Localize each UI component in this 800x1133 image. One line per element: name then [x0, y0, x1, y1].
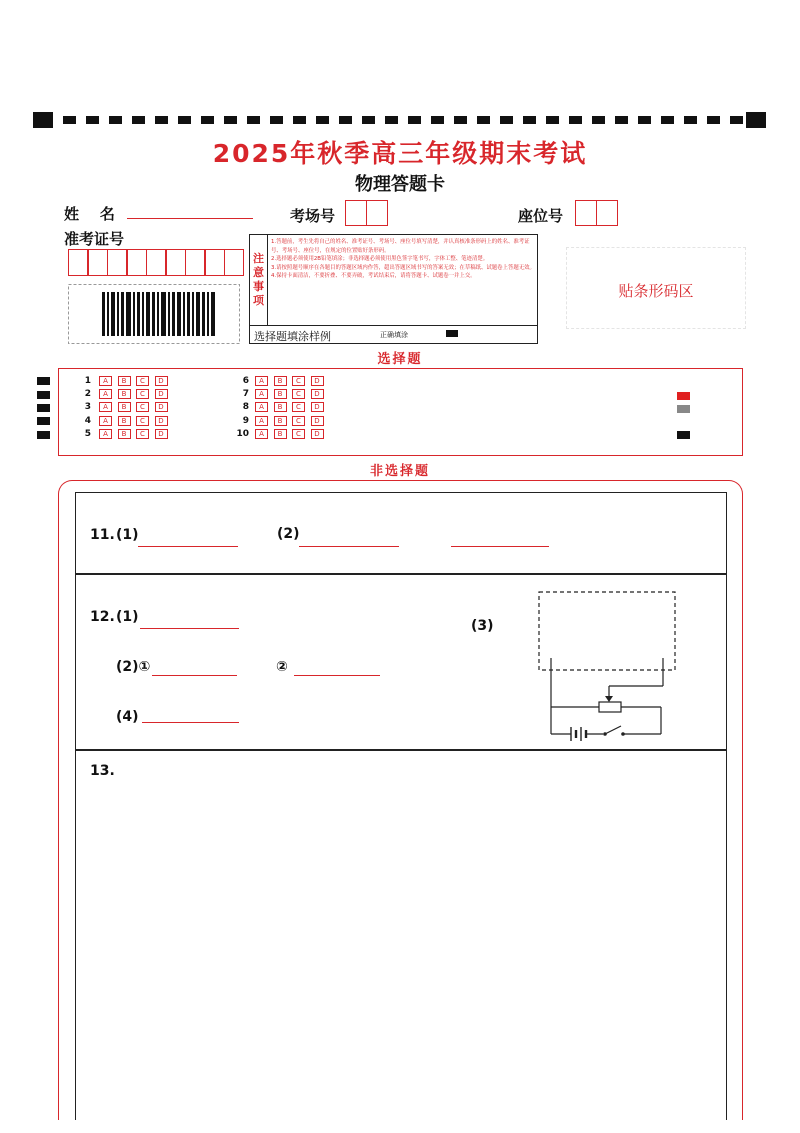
barcode-bar	[126, 292, 131, 336]
barcode-bar	[168, 292, 170, 336]
timing-dash	[132, 116, 145, 124]
barcode-paste-area	[566, 247, 746, 329]
barcode-bar	[102, 292, 105, 336]
timing-dash	[109, 116, 122, 124]
exam-room-box-1[interactable]	[345, 200, 367, 226]
option-bubble-c[interactable]: C	[136, 376, 149, 386]
barcode-bar	[137, 292, 140, 336]
ticket-digit-box[interactable]	[224, 249, 244, 276]
option-bubble-d[interactable]: D	[155, 416, 168, 426]
question-number: 3	[84, 402, 91, 413]
timing-dash	[569, 116, 582, 124]
option-bubble-b[interactable]: B	[118, 402, 131, 412]
question-number: 1	[84, 376, 91, 386]
seat-label: 座位号	[518, 207, 564, 225]
q11-number: 11.	[90, 527, 115, 543]
q11-part1-answer-line[interactable]	[138, 546, 238, 547]
q12-part3-label: (3)	[471, 618, 494, 634]
option-bubble-b[interactable]: B	[274, 376, 287, 386]
option-bubble-c[interactable]: C	[136, 402, 149, 412]
question-number: 8	[242, 402, 249, 413]
color-mark-red	[677, 392, 690, 400]
option-bubble-a[interactable]: A	[255, 389, 268, 399]
seat-box-1[interactable]	[575, 200, 597, 226]
question-divider	[75, 573, 727, 575]
timing-dash	[270, 116, 283, 124]
question-number: 5	[84, 428, 91, 439]
barcode-sample	[68, 284, 240, 344]
timing-dash	[477, 116, 490, 124]
q12-part2b-label: ②	[276, 659, 288, 675]
choice-section-title: 选择题	[377, 352, 423, 367]
option-bubble-d[interactable]: D	[311, 402, 324, 412]
notice-side-label	[250, 235, 268, 325]
option-bubble-a[interactable]: A	[99, 389, 112, 399]
barcode-bar	[183, 292, 185, 336]
barcode-bar	[207, 292, 209, 336]
timing-dash	[155, 116, 168, 124]
timing-mark-strip	[33, 112, 766, 128]
fill-sample-row	[250, 325, 537, 343]
timing-dash	[523, 116, 536, 124]
option-bubble-c[interactable]: C	[292, 389, 305, 399]
option-bubble-b[interactable]: B	[274, 416, 287, 426]
seat-box-2[interactable]	[596, 200, 618, 226]
option-bubble-b[interactable]: B	[274, 389, 287, 399]
ticket-digit-box[interactable]	[205, 249, 225, 276]
timing-dash	[730, 116, 743, 124]
option-bubble-b[interactable]: B	[118, 376, 131, 386]
correct-fill-mark	[446, 330, 458, 337]
barcode-bar	[152, 292, 155, 336]
timing-mark	[37, 391, 50, 399]
barcode-bar	[161, 292, 166, 336]
option-bubble-c[interactable]: C	[292, 402, 305, 412]
circuit-drawing-box	[539, 592, 675, 670]
card-subtitle: 物理答题卡	[355, 174, 445, 195]
question-number: 6	[242, 376, 249, 386]
ticket-digit-box[interactable]	[127, 249, 147, 276]
q12-part2a-answer-line[interactable]	[152, 675, 237, 676]
question-number: 9	[242, 415, 249, 426]
timing-dash	[86, 116, 99, 124]
option-bubble-d[interactable]: D	[155, 376, 168, 386]
barcode-bar	[121, 292, 124, 336]
timing-dash	[500, 116, 513, 124]
name-field[interactable]	[127, 218, 253, 219]
barcode-bar	[107, 292, 109, 336]
circuit-diagram	[535, 588, 680, 744]
choice-answer-box	[58, 368, 743, 456]
ticket-label: 准考证号	[64, 230, 125, 248]
q12-part1-label: (1)	[116, 609, 139, 625]
ticket-digit-box[interactable]	[107, 249, 127, 276]
timing-dash	[247, 116, 260, 124]
ticket-digit-box[interactable]	[146, 249, 166, 276]
question-number: 4	[84, 415, 91, 426]
notice-box	[249, 234, 538, 344]
option-bubble-b[interactable]: B	[118, 389, 131, 399]
timing-mark	[37, 431, 50, 439]
q12-number: 12.	[90, 609, 115, 625]
barcode-bar	[177, 292, 181, 336]
q11-part1-label: (1)	[116, 527, 139, 543]
question-divider	[75, 749, 727, 751]
timing-dash	[546, 116, 559, 124]
exam-room-box-2[interactable]	[366, 200, 388, 226]
barcode-bar	[146, 292, 150, 336]
fill-sample-label: 选择题填涂样例	[254, 330, 331, 343]
barcode-bar	[196, 292, 200, 336]
barcode-bar	[202, 292, 205, 336]
timing-dash	[661, 116, 674, 124]
q12-part4-answer-line[interactable]	[142, 722, 239, 723]
timing-dash	[63, 116, 76, 124]
q12-part1-answer-line[interactable]	[140, 628, 239, 629]
timing-dash	[316, 116, 329, 124]
exam-title: 2025年秋季高三年级期末考试	[212, 139, 588, 168]
q11-part2-extra-answer-line[interactable]	[451, 546, 549, 547]
barcode-bar	[157, 292, 159, 336]
timing-dash	[293, 116, 306, 124]
option-bubble-a[interactable]: A	[255, 429, 268, 439]
timing-dash	[615, 116, 628, 124]
option-bubble-c[interactable]: C	[292, 429, 305, 439]
option-bubble-d[interactable]: D	[155, 402, 168, 412]
timing-dash	[201, 116, 214, 124]
q13-number: 13.	[90, 763, 115, 779]
timing-mark	[37, 377, 50, 385]
ticket-digit-box[interactable]	[185, 249, 205, 276]
question-number: 10	[236, 428, 249, 439]
ticket-digit-box[interactable]	[166, 249, 186, 276]
q12-part2-label: (2)①	[116, 659, 151, 675]
barcode-bar	[142, 292, 144, 336]
barcode-area-label: 贴条形码区	[618, 282, 694, 300]
notice-char: 意	[253, 266, 264, 279]
q12-part2b-answer-line[interactable]	[294, 675, 380, 676]
name-label: 姓 名	[64, 205, 115, 223]
timing-dash	[362, 116, 375, 124]
timing-dash	[339, 116, 352, 124]
option-bubble-a[interactable]: A	[99, 416, 112, 426]
option-bubble-a[interactable]: A	[99, 376, 112, 386]
switch-blade	[605, 726, 621, 734]
timing-dash	[592, 116, 605, 124]
option-bubble-b[interactable]: B	[274, 429, 287, 439]
timing-dash	[454, 116, 467, 124]
option-bubble-c[interactable]: C	[292, 416, 305, 426]
timing-dash	[224, 116, 237, 124]
option-bubble-b[interactable]: B	[118, 416, 131, 426]
option-bubble-c[interactable]: C	[292, 376, 305, 386]
option-bubble-d[interactable]: D	[155, 389, 168, 399]
option-bubble-d[interactable]: D	[311, 429, 324, 439]
timing-dash	[707, 116, 720, 124]
barcode-bar	[211, 292, 215, 336]
barcode-bar	[117, 292, 119, 336]
q12-part4-label: (4)	[116, 709, 139, 725]
correct-fill-label: 正确填涂	[380, 331, 408, 339]
notice-line: 1.答题前，考生先将自己的姓名、准考证号、考场号、座位号填写清楚，并认真核准条形码上的姓名、准考证号、考场号、座位号，在规定的位置贴好条形码。	[271, 239, 530, 254]
ticket-digit-box[interactable]	[88, 249, 108, 276]
option-bubble-a[interactable]: A	[99, 402, 112, 412]
color-mark-black	[677, 431, 690, 439]
option-bubble-d[interactable]: D	[311, 416, 324, 426]
timing-mark	[37, 404, 50, 412]
option-bubble-d[interactable]: D	[311, 376, 324, 386]
barcode-bar	[133, 292, 135, 336]
option-bubble-a[interactable]: A	[255, 376, 268, 386]
option-bubble-c[interactable]: C	[136, 429, 149, 439]
q13-answer-area[interactable]	[78, 790, 724, 1120]
notice-char: 注	[253, 252, 264, 265]
slider-arrow	[605, 696, 613, 702]
question-number: 2	[84, 389, 91, 400]
timing-dash	[385, 116, 398, 124]
rheostat	[599, 702, 621, 712]
q11-part2-answer-line[interactable]	[299, 546, 399, 547]
timing-dash	[684, 116, 697, 124]
barcode-bar	[111, 292, 115, 336]
barcode-bar	[192, 292, 194, 336]
option-bubble-d[interactable]: D	[155, 429, 168, 439]
timing-dash	[178, 116, 191, 124]
option-bubble-d[interactable]: D	[311, 389, 324, 399]
notice-char: 事	[253, 280, 264, 293]
notice-line: 4.保持卡面清洁，不要折叠、不要弄破，考试结束后，请将答题卡、试题卷一并上交。	[271, 273, 476, 280]
q11-part2-label: (2)	[277, 526, 300, 542]
option-bubble-a[interactable]: A	[255, 402, 268, 412]
option-bubble-a[interactable]: A	[99, 429, 112, 439]
timing-dash	[431, 116, 444, 124]
option-bubble-b[interactable]: B	[118, 429, 131, 439]
option-bubble-b[interactable]: B	[274, 402, 287, 412]
notice-line: 2.选择题必须使用2B铅笔填涂；非选择题必须使用黑色签字笔书写，字体工整、笔迹清楚。	[271, 256, 489, 263]
notice-char: 项	[253, 294, 264, 307]
option-bubble-c[interactable]: C	[136, 389, 149, 399]
barcode-bar	[187, 292, 190, 336]
question-number: 7	[242, 389, 249, 400]
option-bubble-c[interactable]: C	[136, 416, 149, 426]
timing-dash	[408, 116, 421, 124]
option-bubble-a[interactable]: A	[255, 416, 268, 426]
notice-text	[271, 238, 535, 281]
color-mark-gray	[677, 405, 690, 413]
notice-line: 3.请按照题号顺序在各题目的答题区域内作答，超出答题区域书写的答案无效；在草稿纸、试题卷上答题无效。	[271, 264, 535, 271]
exam-room-label: 考场号	[290, 207, 336, 225]
timing-mark	[37, 417, 50, 425]
barcode-bar	[172, 292, 175, 336]
timing-dash	[638, 116, 651, 124]
ticket-digit-box[interactable]	[68, 249, 88, 276]
non-choice-section-title: 非选择题	[369, 464, 430, 479]
